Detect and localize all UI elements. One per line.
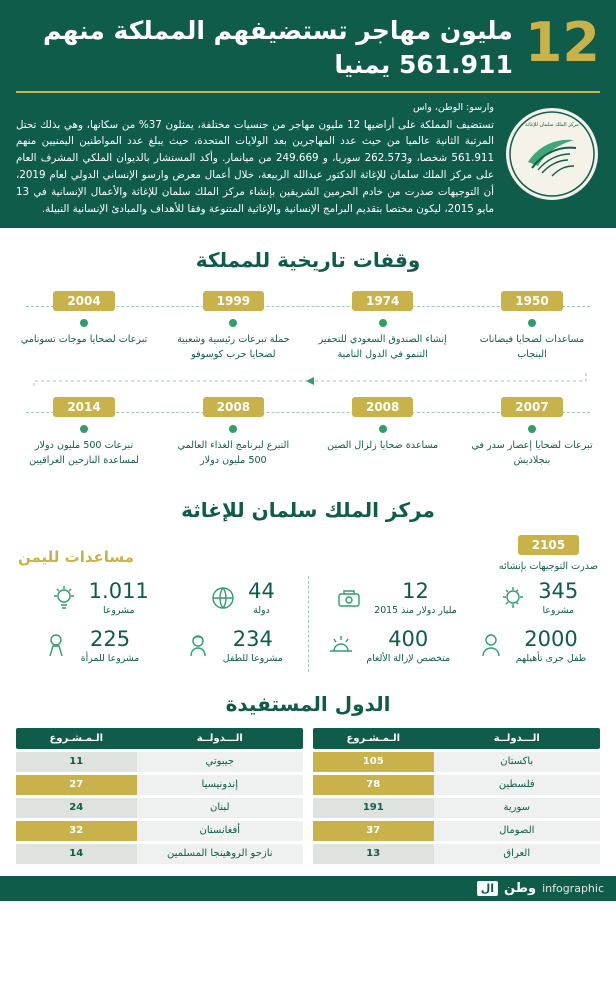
timeline-row-1	[14, 284, 602, 372]
timeline-desc: حملة تبرعات رئيسية وشعبية لضحايا حرب كوسوفو	[177, 334, 290, 360]
timeline-year: 2008	[352, 397, 413, 417]
timeline-year: 2004	[53, 291, 114, 311]
ksrelief-seal	[504, 106, 600, 202]
cell-projects: 14	[16, 844, 137, 864]
timeline-desc: تبرعات 500 مليون دولار لمساعدة النازحين العراقيين	[29, 440, 139, 466]
footer-label: infographic	[542, 881, 604, 895]
table-row	[16, 844, 303, 864]
timeline-connector	[14, 372, 602, 390]
timeline-dot-icon	[379, 319, 387, 327]
relief-section	[0, 534, 616, 672]
stat-label: طفل جرى تأهيلهم	[515, 652, 587, 664]
cell-projects: 13	[313, 844, 434, 864]
timeline-dot-icon	[528, 319, 536, 327]
timeline-desc: مساعدة ضحايا زلزال الصين	[327, 440, 439, 452]
brand-mark: ال	[477, 881, 498, 896]
established-caption: صدرت التوجيهات بإنشائه	[498, 560, 598, 572]
cell-country: العراق	[434, 844, 600, 864]
global-stats-column	[18, 576, 304, 672]
header-body	[16, 102, 600, 219]
header-divider	[16, 91, 600, 93]
stat-label: دولة	[253, 604, 270, 616]
headline-number: 12	[524, 11, 600, 74]
cell-country: إندونيسيا	[137, 775, 303, 795]
stat-item	[322, 624, 452, 668]
table-row	[16, 775, 303, 795]
timeline-title: وقفات تاريخية للمملكة	[195, 248, 421, 273]
stat-row	[18, 576, 304, 620]
gear-brain-icon	[496, 581, 530, 615]
timeline-desc: تبرعات لضحايا موجات تسونامي	[20, 334, 148, 346]
table-row	[16, 821, 303, 841]
money-bag-icon	[332, 581, 366, 615]
seal-circle	[504, 106, 600, 202]
col-projects: الـمـشـروع	[49, 732, 104, 744]
stat-value: 1.011	[88, 578, 149, 603]
timeline-desc: تبرعات لضحايا إعصار سدر في بنجلاديش	[471, 440, 593, 466]
timeline-dot-icon	[528, 425, 536, 433]
timeline-item	[317, 290, 449, 362]
table-row	[313, 821, 600, 841]
cell-country: نازحو الروهينجا المسلمين	[137, 844, 303, 864]
seal-graphic-icon	[508, 110, 596, 198]
timeline-dot-icon	[379, 425, 387, 433]
col-projects: الـمـشـروع	[346, 732, 401, 744]
timeline-item	[466, 290, 598, 362]
cell-country: جيبوتي	[137, 752, 303, 772]
stat-label: مشروعا	[542, 604, 574, 616]
stat-item	[37, 624, 142, 668]
stat-label: مليار دولار منذ 2015	[374, 604, 457, 616]
stat-value: 2000	[524, 626, 578, 651]
table-header	[313, 728, 600, 749]
timeline-item	[466, 396, 598, 468]
cell-projects: 11	[16, 752, 137, 772]
stat-label: مشروعا للطفل	[222, 652, 283, 664]
stat-label: مشروعا للمرأة	[80, 652, 140, 664]
stats-divider	[308, 576, 309, 672]
countries-table-left	[16, 728, 303, 864]
footer	[0, 876, 616, 901]
header	[0, 0, 616, 228]
cell-country: لبنان	[137, 798, 303, 818]
stat-value: 225	[89, 626, 131, 651]
cell-projects: 105	[313, 752, 434, 772]
established-year: 2105	[518, 535, 579, 555]
stat-row	[313, 576, 599, 620]
cell-country: فلسطين	[434, 775, 600, 795]
stat-value: 12	[402, 578, 429, 603]
table-header	[16, 728, 303, 749]
source-line: وارسو: الوطن، واس	[412, 101, 494, 113]
idea-gear-icon	[47, 581, 81, 615]
timeline-item	[167, 396, 299, 468]
timeline-section	[0, 284, 616, 478]
child-icon	[474, 629, 508, 663]
cell-country: الصومال	[434, 821, 600, 841]
timeline-item	[18, 290, 150, 362]
stat-item	[204, 576, 277, 620]
table-row	[313, 844, 600, 864]
stat-label: متخصص لإزالة الألغام	[366, 652, 451, 664]
stat-label: مشروعا	[102, 604, 135, 616]
table-row	[16, 798, 303, 818]
cell-projects: 37	[313, 821, 434, 841]
table-row	[313, 775, 600, 795]
intro-paragraph: تستضيف المملكة على أراضيها 12 مليون مهاجر من جنسيات مختلفة، يمثلون 37% من سكانها، وهي بذلك تحتل المرتبة الثانية عالميا من حيث عدد المهاجرين بعد الولايات المتحدة، حيث يبلغ عدد المواطنين اليمنيين منهم 561.911 شخصا، و262.573 سوريا، و 249.669 من ميانمار. وأكد المستشار بالديوان الملكي المشرف العام على مركز الملك سلمان للإغاثة الدكتور عبدالله الربيعة، خلال أعمال معرض وارسو الإنساني الدولي لعام 2019، أن التوجيهات صدرت من خادم الحرمين الشريفين بإنشاء مركز الملك سلمان للإغاثة والأعمال الإنسانية في 13 مايو 2015، ليكون مختصا بتقديم البرامج الإنسانية والإغاثية المتنوعة وفقا للأهداف والمبادئ الإنسانية النبيلة.	[16, 118, 495, 216]
woman-icon	[39, 629, 73, 663]
col-country: الـــدولــة	[493, 732, 540, 744]
table-row	[313, 798, 600, 818]
timeline-desc: التبرع لبرنامج الغذاء العالمي 500 مليون دولار	[177, 440, 290, 466]
cell-country: أفغانستان	[137, 821, 303, 841]
table-row	[313, 752, 600, 772]
brand-name: وطن	[504, 880, 537, 896]
timeline-year: 1999	[203, 291, 264, 311]
timeline-dot-icon	[80, 425, 88, 433]
col-country: الـــدولــة	[196, 732, 243, 744]
cell-projects: 78	[313, 775, 434, 795]
cell-projects: 27	[16, 775, 137, 795]
table-row	[16, 752, 303, 772]
timeline-dot-icon	[229, 425, 237, 433]
stat-row	[18, 624, 304, 668]
countries-table-right	[313, 728, 600, 864]
stat-value: 400	[388, 626, 429, 651]
cell-country: باكستان	[434, 752, 600, 772]
relief-stats	[18, 576, 598, 672]
page-title: مليون مهاجر تستضيفهم المملكة منهم 561.911 يمنيا	[43, 16, 513, 79]
mine-icon	[324, 629, 358, 663]
timeline-year: 2008	[203, 397, 264, 417]
timeline-year: 2014	[53, 397, 114, 417]
relief-title: مركز الملك سلمان للإغاثة	[181, 497, 435, 522]
stat-item	[472, 624, 588, 668]
countries-title: الدول المستفيدة	[225, 691, 391, 716]
stat-row	[313, 624, 599, 668]
stat-item	[179, 624, 285, 668]
timeline-desc: إنشاء الصندوق السعودي للتحفيز التنمو في الدول النامية	[318, 334, 447, 360]
stat-item	[45, 576, 151, 620]
cell-country: سورية	[434, 798, 600, 818]
cell-projects: 32	[16, 821, 137, 841]
timeline-year: 1950	[501, 291, 562, 311]
countries-tables	[0, 728, 616, 870]
timeline-item	[317, 396, 449, 468]
stat-item	[494, 576, 580, 620]
timeline-desc: مساعدات لضحايا فيضانات البنجاب	[479, 334, 585, 360]
timeline-dot-icon	[229, 319, 237, 327]
stat-value: 345	[538, 578, 579, 603]
relief-header	[18, 534, 598, 574]
cell-projects: 24	[16, 798, 137, 818]
globe-icon	[206, 581, 240, 615]
established-badge	[499, 534, 598, 574]
header-top	[16, 11, 600, 82]
stat-value: 234	[232, 626, 273, 651]
yemen-aid-subtitle: مساعدات لليمن	[18, 547, 134, 566]
cell-projects: 191	[313, 798, 434, 818]
svg-text:مركز الملك سلمان للإغاثة: مركز الملك سلمان للإغاثة	[525, 121, 579, 128]
stat-value: 44	[248, 578, 275, 603]
timeline-year: 1974	[352, 291, 413, 311]
timeline-year: 2007	[501, 397, 562, 417]
timeline-item	[18, 396, 150, 468]
timeline-dot-icon	[80, 319, 88, 327]
girl-icon	[181, 629, 215, 663]
timeline-item	[167, 290, 299, 362]
stat-item	[330, 576, 459, 620]
yemen-stats-column	[313, 576, 599, 672]
timeline-row-2	[14, 390, 602, 478]
